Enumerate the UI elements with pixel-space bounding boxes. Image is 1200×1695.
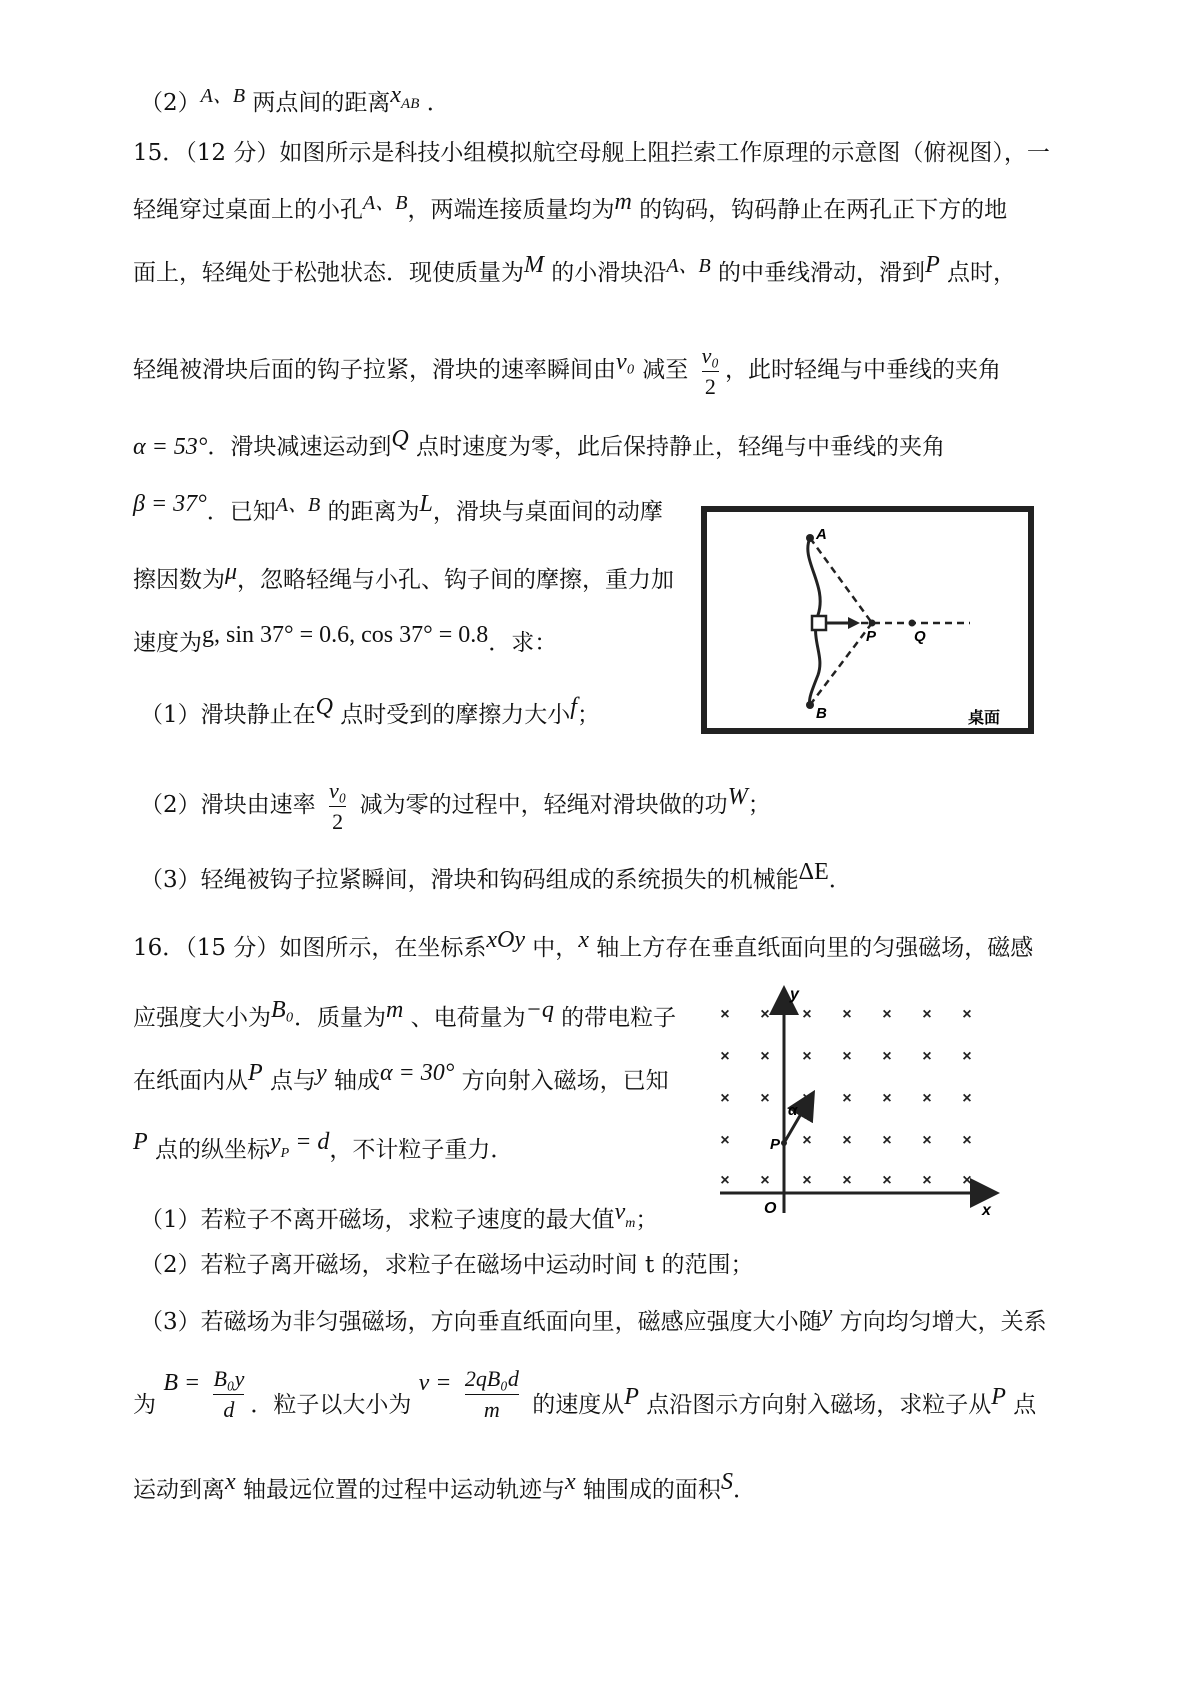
fraction-v0-over-2: $\frac{\text{v₀}}{2}$ <box>701 342 720 399</box>
label-y: y <box>790 986 799 1003</box>
magnetic-field-crosses <box>720 1006 971 1189</box>
q15-part3: （3）轻绳被钩子拉紧瞬间，滑块和钩码组成的系统损失的机械能ΔE． <box>140 859 852 893</box>
q16-part3-line3: 运动到离x 轴最远位置的过程中运动轨迹与x 轴围成的面积S． <box>133 1469 756 1503</box>
field-cross: × <box>882 1006 892 1023</box>
field-cross: × <box>842 1006 852 1023</box>
fraction-v: $\frac{\text{2qB₀d}}{m}$ <box>464 1365 519 1422</box>
field-cross: × <box>882 1172 892 1189</box>
label-origin: O <box>764 1200 777 1217</box>
q15-line2: 轻绳穿过桌面上的小孔A、B，两端连接质量均为m 的钩码，钩码静止在两孔正下方的地 <box>133 189 1008 223</box>
q16-figure <box>712 983 1002 1223</box>
field-cross: × <box>962 1132 972 1149</box>
point-p <box>781 1140 787 1146</box>
slider-block <box>812 616 826 630</box>
q16-line2: 应强度大小为B₀．质量为m 、电荷量为−q 的带电粒子 <box>133 997 677 1031</box>
q16-line1: 16．（15 分）如图所示，在坐标系xOy 中，x 轴上方存在垂直纸面向里的匀强磁场，磁感 <box>133 927 1034 961</box>
point-q <box>909 620 916 627</box>
q16-line4: P 点的纵坐标yP = d，不计粒子重力． <box>133 1129 514 1163</box>
q15-line5: α = 53°．滑块减速运动到Q 点时速度为零，此后保持静止，轻绳与中垂线的夹角 <box>133 426 946 460</box>
fraction-b: $\frac{\text{B₀y}}{d}$ <box>213 1365 245 1422</box>
field-cross: × <box>922 1006 932 1023</box>
field-cross: × <box>962 1048 972 1065</box>
label-q: Q <box>914 628 926 645</box>
field-cross: × <box>802 1172 812 1189</box>
field-cross: × <box>922 1090 932 1107</box>
q15-line7: 擦因数为μ，忽略轻绳与小孔、钩子间的摩擦，重力加 <box>133 559 675 593</box>
q15-line8: 速度为g, sin 37° = 0.6, cos 37° = 0.8．求： <box>133 622 558 656</box>
label-desk: 桌面 <box>968 710 1001 727</box>
field-cross: × <box>720 1090 730 1107</box>
field-cross: × <box>882 1090 892 1107</box>
q16-part3-line2: 为 B = $\frac{\text{B₀y}}{d}$ ．粒子以大小为 v = $\frac{\text{2qB₀d}}{m}$ 的速度从P 点沿图示方向射入磁场，求粒子从P 点 <box>133 1365 1037 1422</box>
label-p: P <box>770 1136 781 1153</box>
label-p: P <box>866 628 877 645</box>
fraction-v0-over-2-b: $\frac{\text{v₀}}{2}$ <box>328 777 347 834</box>
q16-part2: （2）若粒子离开磁场，求粒子在磁场中运动时间 t 的范围； <box>140 1252 754 1278</box>
q15-part2: （2）滑块由速率 $\frac{\text{v₀}}{2}$ 减为零的过程中，轻绳对滑块做的功W； <box>140 777 771 834</box>
field-cross: × <box>962 1090 972 1107</box>
field-cross: × <box>962 1172 972 1189</box>
field-cross: × <box>760 1006 770 1023</box>
field-cross: × <box>720 1006 730 1023</box>
field-cross: × <box>842 1132 852 1149</box>
field-cross: × <box>760 1048 770 1065</box>
field-cross: × <box>802 1132 812 1149</box>
label-a: A <box>816 526 827 543</box>
desk-frame <box>704 509 1031 731</box>
field-cross: × <box>720 1172 730 1189</box>
field-cross: × <box>760 1172 770 1189</box>
label-b: B <box>816 705 827 722</box>
q15-part1: （1）滑块静止在Q 点时受到的摩擦力大小f； <box>140 694 600 728</box>
label-alpha: α <box>788 1102 798 1119</box>
field-cross: × <box>962 1006 972 1023</box>
field-cross: × <box>802 1048 812 1065</box>
field-cross: × <box>842 1090 852 1107</box>
q14-part2: （2）A、B 两点间的距离xAB ． <box>140 82 450 116</box>
q15-figure <box>700 505 1035 735</box>
q15-line6: β = 37°．已知A、B 的距离为L，滑块与桌面间的动摩 <box>133 491 663 525</box>
field-cross: × <box>922 1132 932 1149</box>
q16-part1: （1）若粒子不离开磁场，求粒子速度的最大值vm； <box>140 1199 659 1233</box>
q15-line4: 轻绳被滑块后面的钩子拉紧，滑块的速率瞬间由v₀ 减至 $\frac{\text{v₀}}{2}$ ，此时轻绳与中垂线的夹角 <box>133 342 1002 399</box>
field-cross: × <box>882 1132 892 1149</box>
field-cross: × <box>802 1006 812 1023</box>
field-cross: × <box>760 1090 770 1107</box>
field-cross: × <box>842 1172 852 1189</box>
field-cross: × <box>720 1048 730 1065</box>
q16-part3-line1: （3）若磁场为非匀强磁场，方向垂直纸面向里，磁感应强度大小随y 方向均匀增大，关系 <box>140 1301 1047 1335</box>
point-p <box>869 620 876 627</box>
field-cross: × <box>922 1172 932 1189</box>
field-cross: × <box>802 1090 812 1107</box>
field-cross: × <box>882 1048 892 1065</box>
q15-line1: 15．（12 分）如图所示是科技小组模拟航空母舰上阻拦索工作原理的示意图（俯视图），一 <box>133 140 1050 166</box>
field-cross: × <box>922 1048 932 1065</box>
q15-line3: 面上，轻绳处于松弛状态．现使质量为M 的小滑块沿A、B 的中垂线滑动，滑到P 点时， <box>133 252 1017 286</box>
field-cross: × <box>720 1132 730 1149</box>
q16-line3: 在纸面内从P 点与y 轴成α = 30° 方向射入磁场，已知 <box>133 1060 669 1094</box>
field-cross: × <box>842 1048 852 1065</box>
label-x: x <box>982 1202 991 1219</box>
